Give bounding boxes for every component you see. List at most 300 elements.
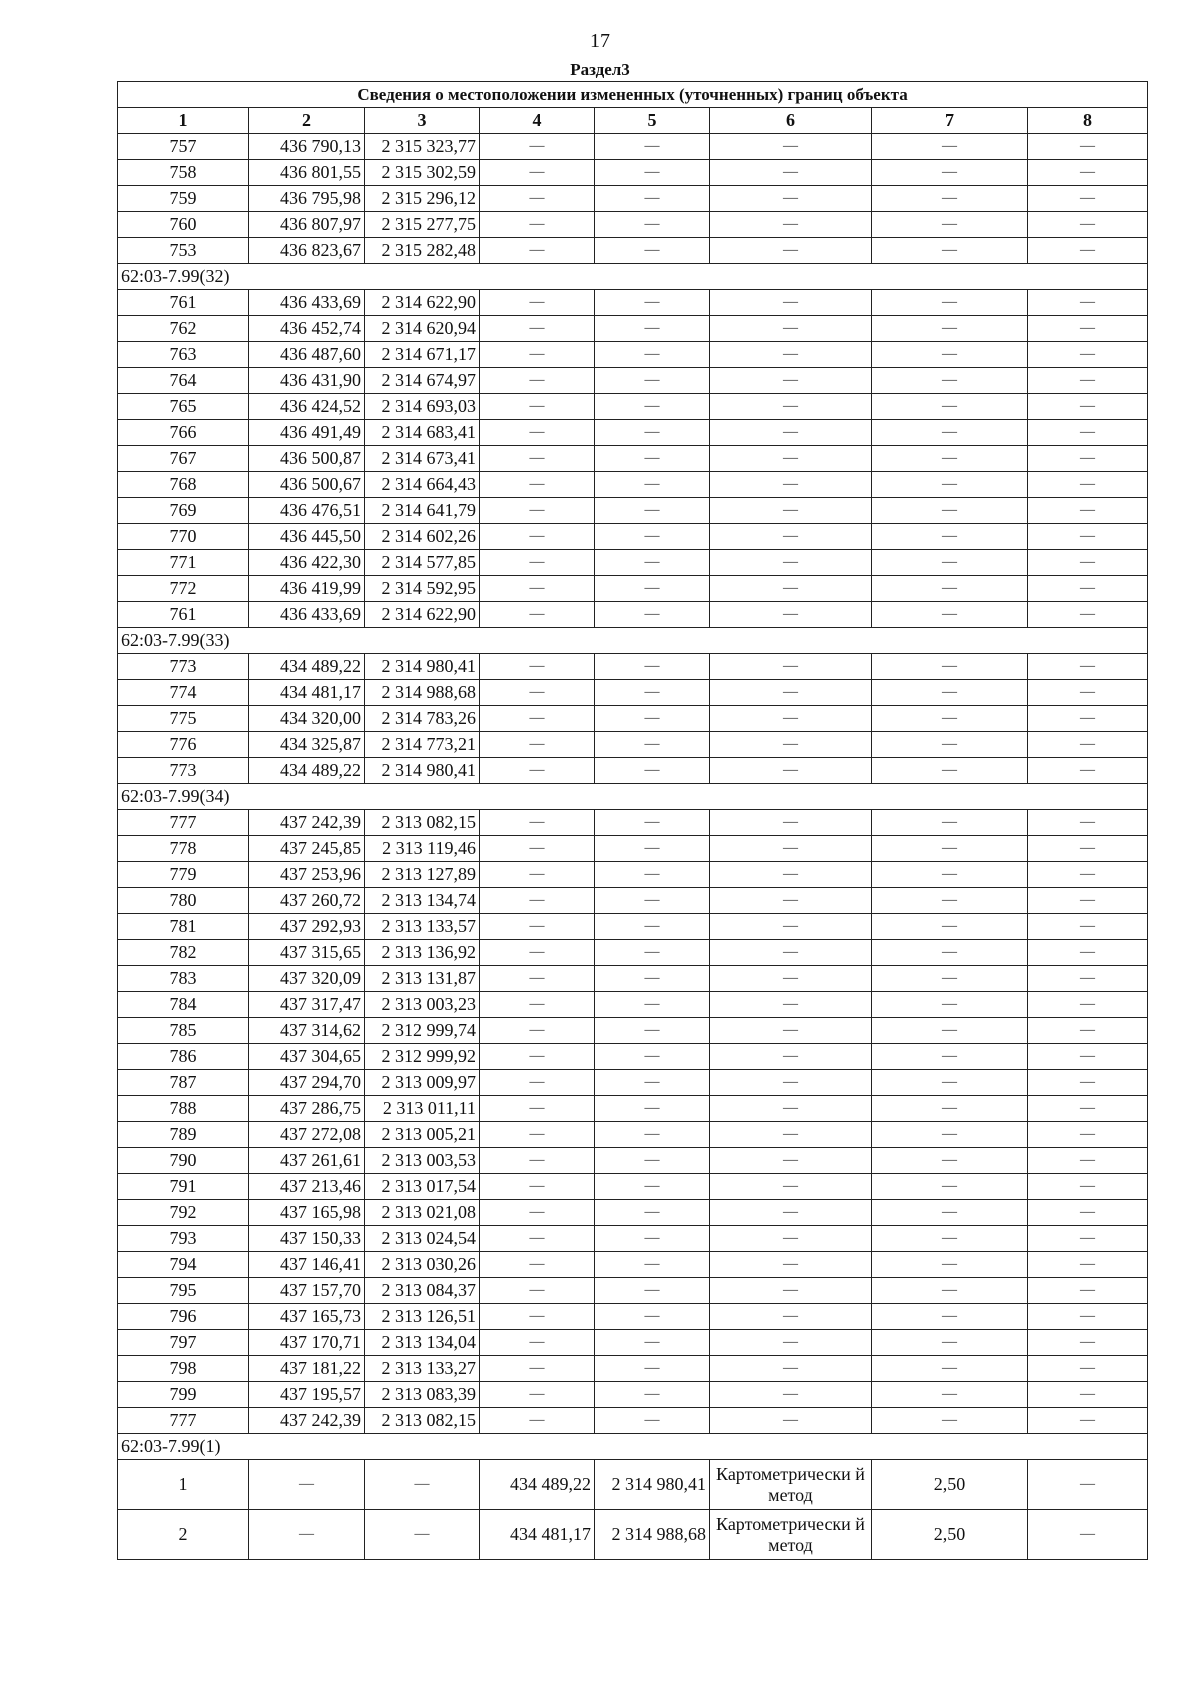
coord-y: 2 314 988,68 xyxy=(365,680,480,706)
empty-cell: — xyxy=(595,1330,710,1356)
empty-cell: — xyxy=(710,342,872,368)
coord-x: 436 807,97 xyxy=(249,212,365,238)
empty-cell: — xyxy=(595,498,710,524)
table-row xyxy=(118,368,1148,394)
empty-cell: — xyxy=(1028,134,1148,160)
coord-y: 2 314 622,90 xyxy=(365,602,480,628)
coord-x: 437 260,72 xyxy=(249,888,365,914)
coord-x: 437 242,39 xyxy=(249,1408,365,1434)
empty-cell: — xyxy=(872,1174,1028,1200)
empty-cell: — xyxy=(1028,836,1148,862)
coord-y: 2 313 126,51 xyxy=(365,1304,480,1330)
empty-cell: — xyxy=(710,1252,872,1278)
point-number: 796 xyxy=(118,1304,249,1330)
empty-cell: — xyxy=(249,1460,365,1510)
empty-cell: — xyxy=(710,1096,872,1122)
empty-cell: — xyxy=(1028,472,1148,498)
empty-cell: — xyxy=(480,1252,595,1278)
table-row xyxy=(118,212,1148,238)
empty-cell: — xyxy=(595,1356,710,1382)
point-number: 784 xyxy=(118,992,249,1018)
empty-cell: — xyxy=(710,420,872,446)
point-number: 776 xyxy=(118,732,249,758)
empty-cell: — xyxy=(1028,914,1148,940)
point-number: 777 xyxy=(118,1408,249,1434)
empty-cell: — xyxy=(1028,446,1148,472)
empty-cell: — xyxy=(710,160,872,186)
empty-cell: — xyxy=(710,1018,872,1044)
empty-cell: — xyxy=(595,706,710,732)
empty-cell: — xyxy=(872,420,1028,446)
empty-cell: — xyxy=(872,602,1028,628)
empty-cell: — xyxy=(480,212,595,238)
empty-cell: — xyxy=(595,1044,710,1070)
point-number: 773 xyxy=(118,758,249,784)
empty-cell: — xyxy=(872,160,1028,186)
table-row xyxy=(118,550,1148,576)
point-number: 761 xyxy=(118,602,249,628)
point-number: 799 xyxy=(118,1382,249,1408)
empty-cell: — xyxy=(1028,1044,1148,1070)
method-cell: Картометрически й метод xyxy=(710,1460,872,1510)
empty-cell: — xyxy=(595,810,710,836)
new-coord-y: 2 314 988,68 xyxy=(595,1510,710,1560)
empty-cell: — xyxy=(872,186,1028,212)
table-row xyxy=(118,576,1148,602)
table-row xyxy=(118,472,1148,498)
coord-x: 436 419,99 xyxy=(249,576,365,602)
point-number: 792 xyxy=(118,1200,249,1226)
empty-cell: — xyxy=(710,1408,872,1434)
coord-x: 436 431,90 xyxy=(249,368,365,394)
coord-y: 2 313 082,15 xyxy=(365,810,480,836)
group-label: 62:03-7.99(1) xyxy=(118,1434,1148,1460)
accuracy-cell: 2,50 xyxy=(872,1460,1028,1510)
point-number: 757 xyxy=(118,134,249,160)
empty-cell: — xyxy=(710,862,872,888)
empty-cell: — xyxy=(480,1226,595,1252)
empty-cell: — xyxy=(710,914,872,940)
empty-cell: — xyxy=(480,706,595,732)
empty-cell: — xyxy=(249,1510,365,1560)
coord-x: 437 253,96 xyxy=(249,862,365,888)
empty-cell: — xyxy=(710,1200,872,1226)
empty-cell: — xyxy=(1028,862,1148,888)
empty-cell: — xyxy=(1028,1226,1148,1252)
empty-cell: — xyxy=(480,576,595,602)
coord-y: 2 313 133,57 xyxy=(365,914,480,940)
table-row xyxy=(118,654,1148,680)
section-label: Раздел3 xyxy=(570,60,630,79)
coord-x: 434 325,87 xyxy=(249,732,365,758)
empty-cell: — xyxy=(595,1382,710,1408)
empty-cell: — xyxy=(872,810,1028,836)
coord-y: 2 314 641,79 xyxy=(365,498,480,524)
point-number: 753 xyxy=(118,238,249,264)
table-row xyxy=(118,602,1148,628)
coord-x: 434 489,22 xyxy=(249,758,365,784)
empty-cell: — xyxy=(710,992,872,1018)
empty-cell: — xyxy=(710,316,872,342)
method-cell: Картометрически й метод xyxy=(710,1510,872,1560)
coord-y: 2 313 003,23 xyxy=(365,992,480,1018)
empty-cell: — xyxy=(710,888,872,914)
empty-cell: — xyxy=(710,1382,872,1408)
coord-y: 2 313 134,74 xyxy=(365,888,480,914)
coord-y: 2 315 296,12 xyxy=(365,186,480,212)
coord-y: 2 313 011,11 xyxy=(365,1096,480,1122)
empty-cell: — xyxy=(710,706,872,732)
empty-cell: — xyxy=(595,1018,710,1044)
empty-cell: — xyxy=(595,576,710,602)
empty-cell: — xyxy=(480,238,595,264)
point-number: 775 xyxy=(118,706,249,732)
coord-x: 436 500,87 xyxy=(249,446,365,472)
point-number: 759 xyxy=(118,186,249,212)
coord-y: 2 313 009,97 xyxy=(365,1070,480,1096)
table-row xyxy=(118,1174,1148,1200)
empty-cell: — xyxy=(1028,1330,1148,1356)
table-row xyxy=(118,160,1148,186)
coord-x: 437 294,70 xyxy=(249,1070,365,1096)
empty-cell: — xyxy=(710,1356,872,1382)
empty-cell: — xyxy=(1028,316,1148,342)
table-row xyxy=(118,758,1148,784)
empty-cell: — xyxy=(872,1408,1028,1434)
coord-x: 437 320,09 xyxy=(249,966,365,992)
empty-cell: — xyxy=(480,446,595,472)
table-row xyxy=(118,342,1148,368)
coord-y: 2 313 084,37 xyxy=(365,1278,480,1304)
table-row xyxy=(118,394,1148,420)
empty-cell: — xyxy=(1028,394,1148,420)
table-row xyxy=(118,1510,1148,1560)
empty-cell: — xyxy=(1028,368,1148,394)
empty-cell: — xyxy=(1028,186,1148,212)
table-row xyxy=(118,1200,1148,1226)
table-row xyxy=(118,1252,1148,1278)
coord-x: 437 242,39 xyxy=(249,810,365,836)
empty-cell: — xyxy=(872,550,1028,576)
empty-cell: — xyxy=(480,498,595,524)
coord-y: 2 315 302,59 xyxy=(365,160,480,186)
coord-y: 2 314 671,17 xyxy=(365,342,480,368)
empty-cell: — xyxy=(595,758,710,784)
point-number: 774 xyxy=(118,680,249,706)
empty-cell: — xyxy=(710,368,872,394)
empty-cell: — xyxy=(1028,550,1148,576)
table-row xyxy=(118,1356,1148,1382)
empty-cell: — xyxy=(595,394,710,420)
empty-cell: — xyxy=(872,1122,1028,1148)
empty-cell: — xyxy=(872,576,1028,602)
empty-cell: — xyxy=(480,992,595,1018)
empty-cell: — xyxy=(872,1018,1028,1044)
empty-cell: — xyxy=(480,1044,595,1070)
empty-cell: — xyxy=(595,1200,710,1226)
coord-x: 437 272,08 xyxy=(249,1122,365,1148)
empty-cell: — xyxy=(710,186,872,212)
table-row xyxy=(118,680,1148,706)
empty-cell: — xyxy=(710,394,872,420)
empty-cell: — xyxy=(710,238,872,264)
empty-cell: — xyxy=(872,654,1028,680)
table-body xyxy=(118,134,1148,1560)
empty-cell: — xyxy=(595,342,710,368)
empty-cell: — xyxy=(595,992,710,1018)
empty-cell: — xyxy=(872,290,1028,316)
empty-cell: — xyxy=(872,498,1028,524)
empty-cell: — xyxy=(710,680,872,706)
empty-cell: — xyxy=(595,1252,710,1278)
empty-cell: — xyxy=(595,836,710,862)
empty-cell: — xyxy=(710,966,872,992)
empty-cell: — xyxy=(872,238,1028,264)
empty-cell: — xyxy=(480,1382,595,1408)
empty-cell: — xyxy=(1028,1122,1148,1148)
empty-cell: — xyxy=(872,1044,1028,1070)
coord-y: 2 313 021,08 xyxy=(365,1200,480,1226)
empty-cell: — xyxy=(480,134,595,160)
coord-x: 436 823,67 xyxy=(249,238,365,264)
group-label: 62:03-7.99(34) xyxy=(118,784,1148,810)
point-number: 765 xyxy=(118,394,249,420)
empty-cell: — xyxy=(1028,602,1148,628)
coord-x: 434 489,22 xyxy=(249,654,365,680)
group-label: 62:03-7.99(33) xyxy=(118,628,1148,654)
table-row xyxy=(118,914,1148,940)
coord-y: 2 315 282,48 xyxy=(365,238,480,264)
coord-x: 436 422,30 xyxy=(249,550,365,576)
point-number: 791 xyxy=(118,1174,249,1200)
empty-cell: — xyxy=(1028,498,1148,524)
coord-y: 2 314 674,97 xyxy=(365,368,480,394)
empty-cell: — xyxy=(872,888,1028,914)
coord-x: 437 286,75 xyxy=(249,1096,365,1122)
point-number: 2 xyxy=(118,1510,249,1560)
empty-cell: — xyxy=(480,524,595,550)
empty-cell: — xyxy=(480,316,595,342)
table-row xyxy=(118,1408,1148,1434)
empty-cell: — xyxy=(872,1304,1028,1330)
empty-cell: — xyxy=(595,1096,710,1122)
coord-y: 2 314 592,95 xyxy=(365,576,480,602)
coord-y: 2 314 980,41 xyxy=(365,654,480,680)
empty-cell: — xyxy=(872,836,1028,862)
group-row xyxy=(118,784,1148,810)
empty-cell: — xyxy=(480,862,595,888)
empty-cell: — xyxy=(710,498,872,524)
empty-cell: — xyxy=(595,1278,710,1304)
coord-x: 437 170,71 xyxy=(249,1330,365,1356)
empty-cell: — xyxy=(872,914,1028,940)
coord-y: 2 313 131,87 xyxy=(365,966,480,992)
coord-y: 2 312 999,74 xyxy=(365,1018,480,1044)
empty-cell: — xyxy=(480,732,595,758)
table-row xyxy=(118,810,1148,836)
point-number: 770 xyxy=(118,524,249,550)
table-title: Сведения о местоположении измененных (уточненных) границ объекта xyxy=(118,82,1148,108)
empty-cell: — xyxy=(595,680,710,706)
coord-y: 2 313 005,21 xyxy=(365,1122,480,1148)
empty-cell: — xyxy=(710,576,872,602)
empty-cell: — xyxy=(872,1096,1028,1122)
empty-cell: — xyxy=(1028,212,1148,238)
coord-y: 2 313 017,54 xyxy=(365,1174,480,1200)
coord-x: 436 491,49 xyxy=(249,420,365,446)
table-row xyxy=(118,940,1148,966)
empty-cell: — xyxy=(480,186,595,212)
coord-y: 2 314 773,21 xyxy=(365,732,480,758)
empty-cell: — xyxy=(872,992,1028,1018)
empty-cell: — xyxy=(1028,1070,1148,1096)
page-number: 17 xyxy=(590,30,610,52)
point-number: 787 xyxy=(118,1070,249,1096)
coord-y: 2 313 119,46 xyxy=(365,836,480,862)
coord-x: 437 261,61 xyxy=(249,1148,365,1174)
table-row xyxy=(118,238,1148,264)
empty-cell: — xyxy=(595,368,710,394)
group-label: 62:03-7.99(32) xyxy=(118,264,1148,290)
empty-cell: — xyxy=(595,550,710,576)
coord-y: 2 314 620,94 xyxy=(365,316,480,342)
empty-cell: — xyxy=(872,862,1028,888)
coord-x: 436 424,52 xyxy=(249,394,365,420)
empty-cell: — xyxy=(872,524,1028,550)
coord-y: 2 314 622,90 xyxy=(365,290,480,316)
empty-cell: — xyxy=(595,966,710,992)
empty-cell: — xyxy=(1028,1356,1148,1382)
new-coord-x: 434 489,22 xyxy=(480,1460,595,1510)
empty-cell: — xyxy=(1028,810,1148,836)
empty-cell: — xyxy=(480,290,595,316)
empty-cell: — xyxy=(480,1018,595,1044)
empty-cell: — xyxy=(480,888,595,914)
point-number: 773 xyxy=(118,654,249,680)
coord-x: 437 150,33 xyxy=(249,1226,365,1252)
table-row xyxy=(118,498,1148,524)
empty-cell: — xyxy=(1028,524,1148,550)
coord-y: 2 315 323,77 xyxy=(365,134,480,160)
column-header-4: 4 xyxy=(480,108,595,134)
column-header-5: 5 xyxy=(595,108,710,134)
empty-cell: — xyxy=(872,1252,1028,1278)
coord-x: 436 433,69 xyxy=(249,602,365,628)
empty-cell: — xyxy=(595,524,710,550)
column-header-2: 2 xyxy=(249,108,365,134)
empty-cell: — xyxy=(1028,420,1148,446)
empty-cell: — xyxy=(480,1174,595,1200)
coord-x: 437 314,62 xyxy=(249,1018,365,1044)
empty-cell: — xyxy=(595,316,710,342)
point-number: 783 xyxy=(118,966,249,992)
empty-cell: — xyxy=(1028,992,1148,1018)
coord-x: 436 433,69 xyxy=(249,290,365,316)
empty-cell: — xyxy=(872,1226,1028,1252)
coord-x: 436 790,13 xyxy=(249,134,365,160)
empty-cell: — xyxy=(872,446,1028,472)
coord-x: 437 213,46 xyxy=(249,1174,365,1200)
empty-cell: — xyxy=(872,966,1028,992)
empty-cell: — xyxy=(1028,966,1148,992)
empty-cell: — xyxy=(710,758,872,784)
empty-cell: — xyxy=(595,160,710,186)
empty-cell: — xyxy=(595,1148,710,1174)
empty-cell: — xyxy=(595,134,710,160)
empty-cell: — xyxy=(480,1200,595,1226)
coord-x: 436 801,55 xyxy=(249,160,365,186)
group-row xyxy=(118,628,1148,654)
point-number: 782 xyxy=(118,940,249,966)
point-number: 772 xyxy=(118,576,249,602)
coord-y: 2 314 693,03 xyxy=(365,394,480,420)
empty-cell: — xyxy=(872,1148,1028,1174)
accuracy-cell: 2,50 xyxy=(872,1510,1028,1560)
coord-y: 2 314 980,41 xyxy=(365,758,480,784)
empty-cell: — xyxy=(480,1122,595,1148)
table-row xyxy=(118,134,1148,160)
coord-x: 436 795,98 xyxy=(249,186,365,212)
empty-cell: — xyxy=(1028,1304,1148,1330)
table-row xyxy=(118,1382,1148,1408)
table-row xyxy=(118,888,1148,914)
empty-cell: — xyxy=(480,420,595,446)
empty-cell: — xyxy=(710,524,872,550)
table-row xyxy=(118,1330,1148,1356)
group-row xyxy=(118,1434,1148,1460)
column-header-6: 6 xyxy=(710,108,872,134)
empty-cell: — xyxy=(595,732,710,758)
coord-x: 436 500,67 xyxy=(249,472,365,498)
empty-cell: — xyxy=(1028,1510,1148,1560)
point-number: 760 xyxy=(118,212,249,238)
point-number: 767 xyxy=(118,446,249,472)
empty-cell: — xyxy=(480,1278,595,1304)
empty-cell: — xyxy=(595,914,710,940)
empty-cell: — xyxy=(872,212,1028,238)
point-number: 785 xyxy=(118,1018,249,1044)
coord-y: 2 312 999,92 xyxy=(365,1044,480,1070)
table-row xyxy=(118,1460,1148,1510)
point-number: 794 xyxy=(118,1252,249,1278)
column-header-3: 3 xyxy=(365,108,480,134)
table-row xyxy=(118,732,1148,758)
table-row xyxy=(118,290,1148,316)
empty-cell: — xyxy=(1028,1382,1148,1408)
empty-cell: — xyxy=(365,1460,480,1510)
coord-x: 436 476,51 xyxy=(249,498,365,524)
empty-cell: — xyxy=(480,680,595,706)
empty-cell: — xyxy=(872,940,1028,966)
empty-cell: — xyxy=(1028,1408,1148,1434)
empty-cell: — xyxy=(595,446,710,472)
empty-cell: — xyxy=(480,654,595,680)
point-number: 789 xyxy=(118,1122,249,1148)
empty-cell: — xyxy=(480,836,595,862)
empty-cell: — xyxy=(710,446,872,472)
coord-x: 437 304,65 xyxy=(249,1044,365,1070)
empty-cell: — xyxy=(710,940,872,966)
empty-cell: — xyxy=(872,732,1028,758)
empty-cell: — xyxy=(1028,940,1148,966)
table-row xyxy=(118,1226,1148,1252)
point-number: 761 xyxy=(118,290,249,316)
coord-y: 2 313 003,53 xyxy=(365,1148,480,1174)
empty-cell: — xyxy=(595,1226,710,1252)
coord-y: 2 315 277,75 xyxy=(365,212,480,238)
empty-cell: — xyxy=(1028,680,1148,706)
empty-cell: — xyxy=(1028,1174,1148,1200)
